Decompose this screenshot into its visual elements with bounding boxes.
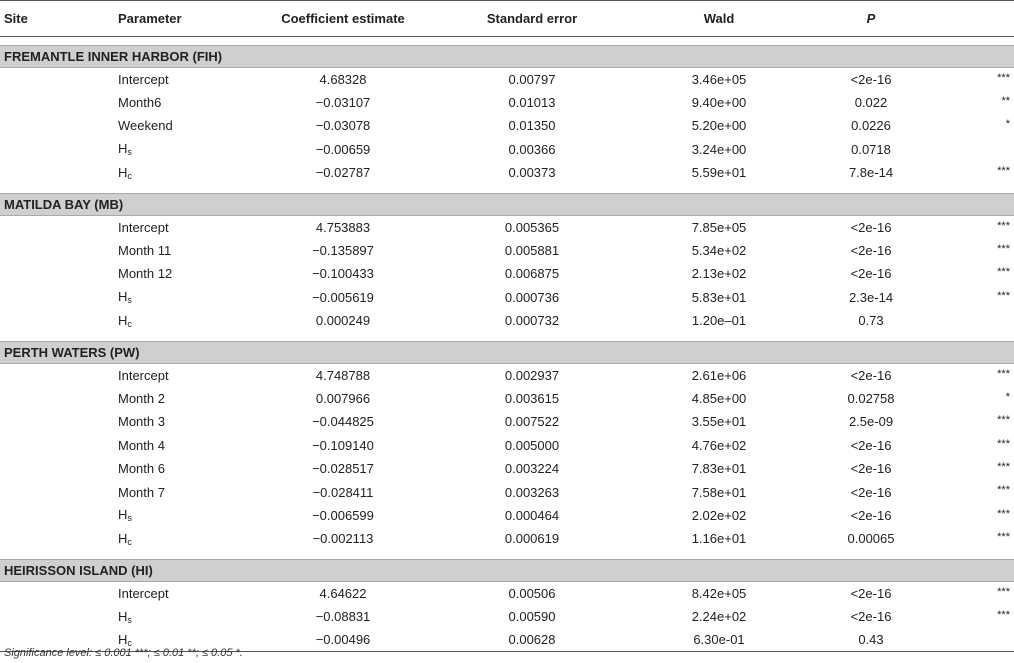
section-spacer: [0, 551, 1014, 560]
table-row: [0, 410, 1014, 433]
parameter-subscript: c: [127, 170, 132, 181]
parameter-cell: [114, 138, 248, 161]
coefficient-cell: −0.03107: [315, 95, 371, 111]
p-value-cell: 0.73: [858, 313, 884, 329]
coefficient-cell: −0.08831: [315, 609, 371, 625]
standard-error-cell: 0.003615: [504, 390, 560, 406]
table-row: [0, 504, 1014, 527]
wald-cell: 7.58e+01: [691, 484, 747, 500]
wald-cell: 5.59e+01: [691, 165, 747, 181]
parameter-cell: [114, 161, 248, 184]
significance-cell: [930, 628, 1014, 651]
site-cell: [0, 262, 114, 285]
p-value-cell: 0.00065: [847, 531, 895, 547]
section-title: MATILDA BAY (MB): [0, 193, 1014, 215]
wald-cell: 2.13e+02: [691, 266, 747, 282]
parameter-cell: [114, 387, 248, 410]
wald-cell: 4.85e+00: [691, 390, 747, 406]
table-row: [0, 138, 1014, 161]
parameter-cell: [114, 363, 248, 386]
wald-cell: 2.02e+02: [691, 507, 747, 523]
footnote: Significance level: ≤ 0.001 ***; ≤ 0.01 **; ≤ 0.05 *.: [4, 647, 243, 659]
significance-cell: ***: [997, 242, 1010, 255]
coefficient-cell: 4.64622: [319, 585, 367, 601]
parameter-subscript: s: [127, 295, 132, 306]
p-value-cell: 0.43: [812, 628, 930, 651]
coefficient-cell: −0.100433: [312, 266, 374, 282]
table-row: [0, 215, 1014, 238]
site-cell: [0, 605, 114, 628]
header-row: [0, 1, 1014, 37]
parameter-label: Intercept: [118, 585, 169, 601]
wald-cell: 9.40e+00: [691, 95, 747, 111]
site-cell: [0, 309, 114, 332]
standard-error-cell: 0.007522: [504, 414, 560, 430]
site-cell: [0, 480, 114, 503]
spacer-cell: [0, 37, 1014, 46]
wald-cell: 2.61e+06: [691, 367, 747, 383]
section-spacer: [0, 37, 1014, 46]
parameter-label: H: [118, 530, 128, 546]
significance-cell: ***: [997, 484, 1010, 497]
standard-error-cell: 0.000732: [504, 313, 560, 329]
standard-error-cell: 0.00373: [508, 165, 556, 181]
significance-cell: ***: [997, 289, 1010, 302]
parameter-label: Intercept: [118, 71, 169, 87]
p-value-cell: 0.022: [854, 95, 888, 111]
table-body: [0, 37, 1014, 652]
standard-error-cell: 0.01350: [508, 118, 556, 134]
standard-error-cell: 0.005881: [504, 243, 560, 259]
wald-cell: 5.20e+00: [691, 118, 747, 134]
p-value-cell: 7.8e-14: [848, 165, 894, 181]
section-spacer: [0, 332, 1014, 341]
parameter-subscript: c: [127, 318, 132, 329]
site-cell: [0, 434, 114, 457]
wald-cell: 3.24e+00: [691, 141, 747, 157]
significance-cell: *: [1005, 118, 1010, 131]
parameter-cell: [114, 410, 248, 433]
coefficient-cell: −0.044825: [312, 414, 374, 430]
coefficient-cell: −0.00496: [248, 628, 438, 651]
parameter-label: Month 11: [118, 243, 172, 259]
table-row: [0, 527, 1014, 550]
wald-cell: 1.20e–01: [691, 313, 747, 329]
parameter-label: H: [118, 141, 128, 157]
coefficient-cell: −0.005619: [312, 289, 374, 305]
standard-error-cell: 0.000736: [504, 289, 560, 305]
parameter-label: Weekend: [118, 118, 173, 134]
parameter-cell: [114, 91, 248, 114]
parameter-label: Month 3: [118, 414, 165, 430]
wald-cell: 3.55e+01: [691, 414, 747, 430]
parameter-cell: [114, 605, 248, 628]
site-cell: [0, 161, 114, 184]
site-cell: [0, 215, 114, 238]
standard-error-cell: 0.003263: [504, 484, 560, 500]
wald-cell: 1.16e+01: [691, 531, 747, 547]
parameter-subscript: s: [127, 147, 132, 158]
standard-error-cell: 0.006875: [504, 266, 560, 282]
p-value-cell: <2e-16: [850, 243, 892, 259]
coefficient-cell: −0.028411: [312, 484, 374, 500]
parameter-label: H: [118, 507, 128, 523]
parameter-cell: [114, 457, 248, 480]
p-value-cell: <2e-16: [850, 219, 892, 235]
standard-error-cell: 0.00797: [508, 71, 556, 87]
parameter-cell: [114, 215, 248, 238]
section-title: HEIRISSON ISLAND (HI): [0, 560, 1014, 582]
p-value-cell: <2e-16: [850, 585, 892, 601]
coefficient-cell: −0.00659: [315, 141, 371, 157]
p-value-cell: <2e-16: [850, 266, 892, 282]
wald-cell: 8.42e+05: [691, 585, 747, 601]
table-row: [0, 363, 1014, 386]
wald-cell: 2.24e+02: [691, 609, 747, 625]
header-standard-error: Standard error: [438, 1, 626, 37]
section-header-row: [0, 193, 1014, 215]
significance-cell: ***: [997, 437, 1010, 450]
parameter-cell: [114, 480, 248, 503]
parameter-label: Intercept: [118, 367, 169, 383]
header-wald: Wald: [626, 1, 812, 37]
section-spacer: [0, 184, 1014, 193]
site-cell: [0, 138, 114, 161]
table-row: [0, 262, 1014, 285]
standard-error-cell: 0.002937: [504, 367, 560, 383]
parameter-label: H: [118, 164, 128, 180]
significance-cell: ***: [997, 531, 1010, 544]
significance-cell: ***: [997, 72, 1010, 84]
wald-cell: 4.76e+02: [691, 437, 747, 453]
table-row: [0, 239, 1014, 262]
coefficient-cell: 4.753883: [315, 219, 371, 235]
wald-cell: 5.34e+02: [691, 243, 747, 259]
table-row: [0, 309, 1014, 332]
significance-cell: ***: [997, 266, 1010, 279]
coefficient-cell: 4.748788: [315, 367, 371, 383]
p-value-cell: <2e-16: [850, 437, 892, 453]
standard-error-cell: 0.00590: [508, 609, 556, 625]
significance-cell: ***: [997, 165, 1010, 178]
p-value-cell: <2e-16: [850, 507, 892, 523]
table-row: [0, 582, 1014, 605]
parameter-cell: [114, 68, 248, 91]
coefficient-cell: −0.109140: [312, 437, 374, 453]
coefficient-cell: −0.03078: [315, 118, 371, 134]
standard-error-cell: 0.00506: [508, 585, 556, 601]
parameter-label: Month 6: [118, 461, 165, 477]
header-p: P: [812, 1, 930, 37]
parameter-subscript: s: [127, 614, 132, 625]
p-value-cell: 0.0718: [851, 141, 891, 157]
site-cell: [0, 457, 114, 480]
site-cell: [0, 91, 114, 114]
header-site: Site: [0, 1, 114, 37]
section-title: PERTH WATERS (PW): [0, 341, 1014, 363]
parameter-subscript: c: [127, 637, 132, 648]
p-value-cell: <2e-16: [850, 609, 892, 625]
parameter-label: Month 12: [118, 266, 173, 282]
table-row: [0, 457, 1014, 480]
wald-cell: 6.30e-01: [626, 628, 812, 651]
header-parameter: Parameter: [114, 1, 248, 37]
parameter-subscript: s: [127, 513, 132, 524]
wald-cell: 7.85e+05: [691, 219, 747, 235]
parameter-cell: [114, 527, 248, 550]
standard-error-cell: 0.000464: [504, 507, 560, 523]
p-value-cell: 2.5e-09: [848, 414, 894, 430]
parameter-label: Month 2: [118, 390, 165, 406]
wald-cell: 5.83e+01: [691, 289, 747, 305]
table-row: [0, 387, 1014, 410]
p-value-cell: <2e-16: [850, 461, 892, 477]
site-cell: [0, 410, 114, 433]
site-cell: [0, 68, 114, 91]
parameter-label: H: [118, 289, 128, 305]
site-cell: [0, 286, 114, 309]
significance-cell: ***: [997, 414, 1010, 427]
parameter-label: Month6: [118, 95, 162, 111]
standard-error-cell: 0.00628: [438, 628, 626, 651]
parameter-cell: [114, 262, 248, 285]
coefficient-cell: −0.02787: [315, 165, 371, 181]
table-row: [0, 286, 1014, 309]
table-row: [0, 114, 1014, 137]
standard-error-cell: 0.005000: [504, 437, 560, 453]
spacer-cell: [0, 551, 1014, 560]
parameter-cell: [114, 239, 248, 262]
site-cell: [0, 527, 114, 550]
standard-error-cell: 0.003224: [504, 461, 560, 477]
standard-error-cell: 0.005365: [504, 219, 560, 235]
section-header-row: [0, 341, 1014, 363]
parameter-cell: [114, 504, 248, 527]
significance-cell: ***: [997, 586, 1010, 599]
site-cell: [0, 239, 114, 262]
site-cell: [0, 504, 114, 527]
coefficient-cell: −0.002113: [312, 531, 374, 547]
p-value-cell: <2e-16: [850, 367, 892, 383]
parameter-label: Month 7: [118, 484, 165, 500]
site-cell: [0, 387, 114, 410]
wald-cell: 7.83e+01: [691, 461, 747, 477]
table-row: [0, 434, 1014, 457]
parameter-cell: [114, 286, 248, 309]
significance-cell: ***: [997, 460, 1010, 473]
section-header-row: [0, 560, 1014, 582]
significance-cell: [930, 309, 1014, 332]
standard-error-cell: 0.01013: [508, 95, 556, 111]
parameter-label: Month 4: [118, 437, 165, 453]
wald-cell: 3.46e+05: [691, 71, 747, 87]
parameter-subscript: c: [127, 536, 132, 547]
coefficient-cell: 4.68328: [319, 71, 367, 87]
section-title: FREMANTLE INNER HARBOR (FIH): [0, 46, 1014, 68]
p-value-cell: <2e-16: [850, 71, 892, 87]
header-significance: [930, 1, 1014, 37]
p-value-cell: 2.3e-14: [848, 289, 894, 305]
parameter-cell: [114, 114, 248, 137]
significance-cell: ***: [997, 608, 1010, 621]
parameter-cell: [114, 434, 248, 457]
table-row: [0, 605, 1014, 628]
table-row: [0, 68, 1014, 91]
standard-error-cell: 0.00366: [508, 141, 556, 157]
significance-cell: ***: [997, 219, 1010, 232]
significance-cell: **: [1001, 94, 1010, 107]
parameter-label: Intercept: [118, 219, 169, 235]
p-value-cell: <2e-16: [850, 484, 892, 500]
coefficient-cell: 0.000249: [315, 313, 371, 329]
parameter-label: H: [118, 312, 128, 328]
parameter-cell: [114, 309, 248, 332]
header-coefficient: Coefficient estimate: [248, 1, 438, 37]
parameter-cell: [114, 582, 248, 605]
site-cell: [0, 114, 114, 137]
coefficient-cell: −0.006599: [312, 507, 374, 523]
parameter-label: H: [118, 608, 128, 624]
p-value-cell: 0.0226: [851, 118, 891, 134]
table-row: [0, 91, 1014, 114]
significance-cell: ***: [997, 367, 1010, 380]
p-value-cell: 0.02758: [847, 390, 895, 406]
significance-cell: *: [1005, 390, 1010, 403]
spacer-cell: [0, 184, 1014, 193]
parameter-label: H: [118, 631, 128, 647]
table-row: [0, 161, 1014, 184]
coefficient-cell: −0.135897: [312, 243, 374, 259]
spacer-cell: [0, 332, 1014, 341]
section-header-row: [0, 46, 1014, 68]
standard-error-cell: 0.000619: [504, 531, 560, 547]
coefficient-cell: −0.028517: [312, 461, 374, 477]
coefficient-cell: 0.007966: [315, 390, 371, 406]
significance-cell: ***: [997, 507, 1010, 520]
significance-cell: [930, 138, 1014, 161]
site-cell: [0, 363, 114, 386]
table-row: [0, 480, 1014, 503]
site-cell: [0, 582, 114, 605]
